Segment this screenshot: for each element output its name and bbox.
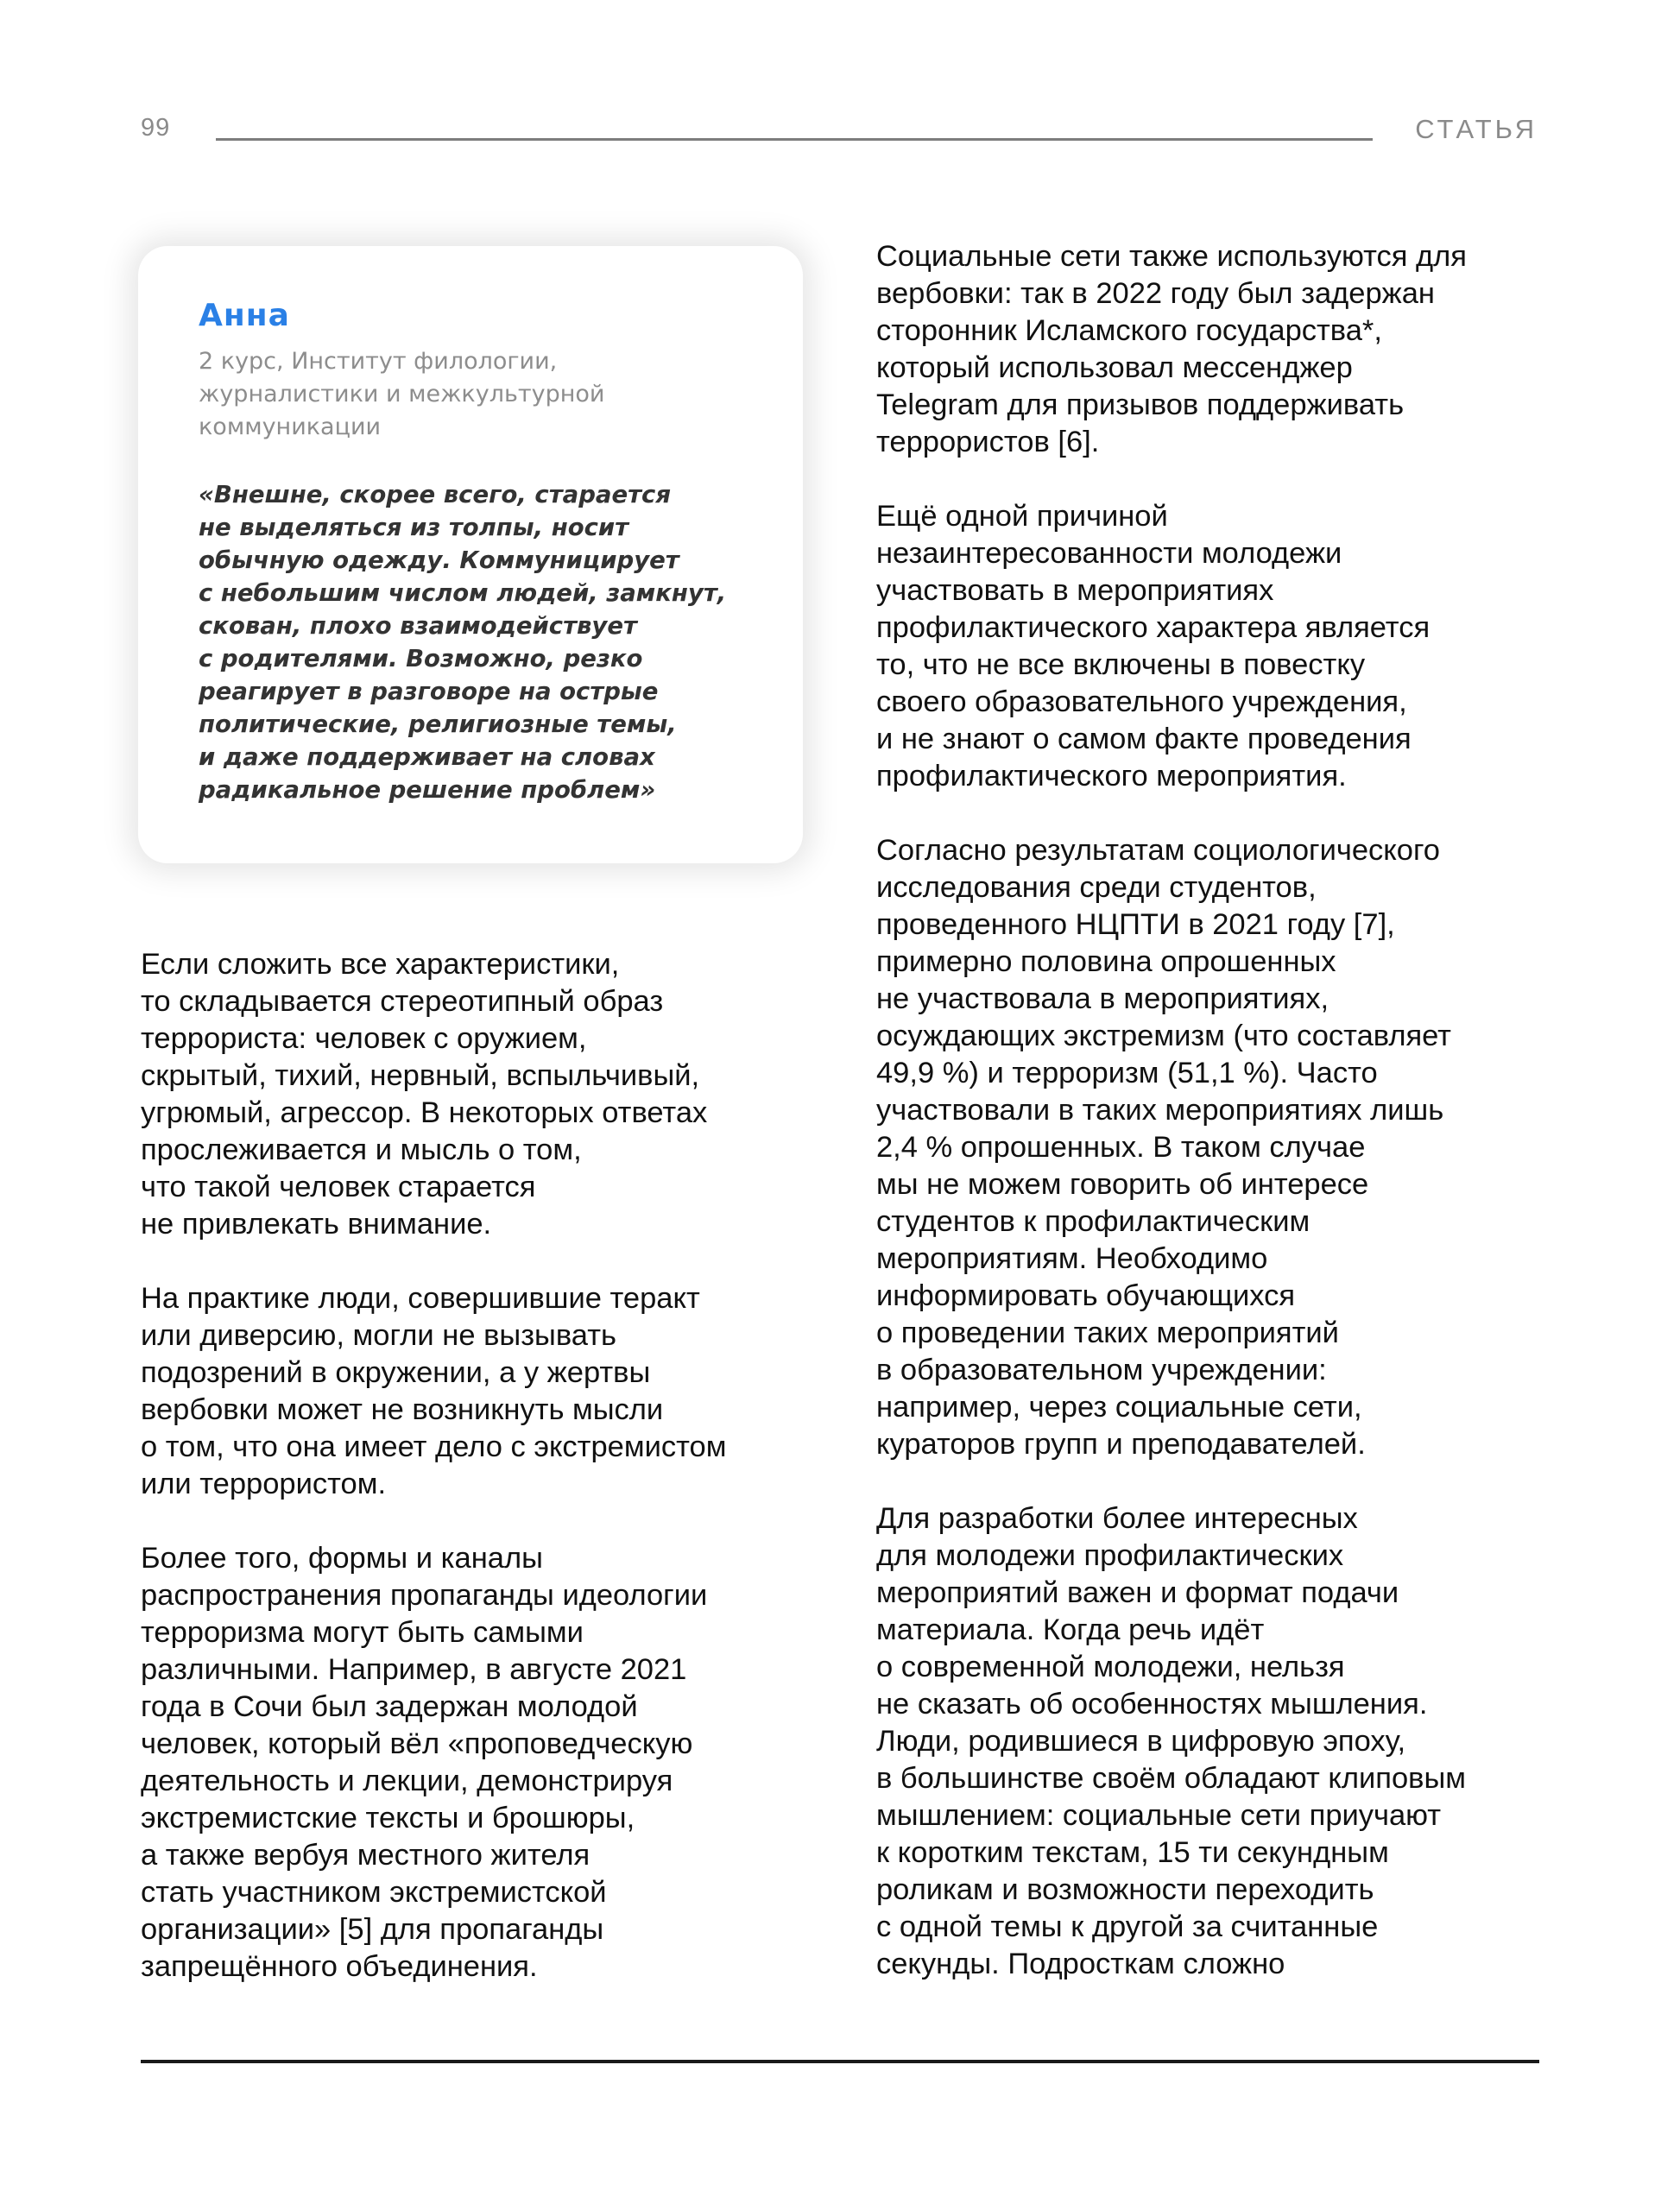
paragraph: Согласно результатам социологического исследования среди студентов, проведенного НЦПТИ в 2021 году [7], примерно половина опрошенных не участвовала в мероприятиях, осуждающих экстремизм (что составляет 49,9 %) и терроризм (51,1 %). Часто участвовали в таких мероприятиях лишь 2,4 % опрошенных. В таком случае мы не можем говорить об интересе студентов к профилактическим мероприятиям. Необходимо информировать обучающихся о проведении таких мероприятий в образовательном учреждении: например, через социальные сети, кураторов групп и преподавателей. (876, 834, 1451, 1461)
quote-author-role: 2 курс, Институт филологии, журналистики и межкультурной коммуникации (199, 348, 605, 440)
section-label: СТАТЬЯ (1415, 114, 1538, 144)
paragraph: Если сложить все характеристики, то складывается стереотипный образ террориста: человек с оружием, скрытый, тихий, нервный, вспыльчивый, угрюмый, агрессор. В некоторых ответах прослеживается и мысль о том, что такой человек старается не привлекать внимание. (141, 948, 708, 1241)
paragraph: На практике люди, совершившие теракт или диверсию, могли не вызывать подозрений в окружении, а у жертвы вербовки может не возникнуть мысли о том, что она имеет дело с экстремистом или террористом. (141, 1282, 727, 1500)
paragraph: Социальные сети также используются для вербовки: так в 2022 году был задержан сторонник Исламского государства*, который использовал мессенджер Telegram для призывов поддерживать террористов [6]. (876, 240, 1467, 458)
left-column (141, 946, 814, 2023)
footer-rule (141, 2060, 1539, 2063)
paragraph: Ещё одной причиной незаинтересованности молодежи участвовать в мероприятиях профилактического характера является то, что не все включены в повестку своего образовательного учреждения, и не знают о самом факте проведения профилактического мероприятия. (876, 500, 1431, 792)
page-number: 99 (141, 114, 171, 142)
quote-card (138, 246, 803, 863)
right-column (876, 238, 1550, 2020)
paragraph: Для разработки более интересных для молодежи профилактических мероприятий важен и формат подачи материала. Когда речь идёт о современной молодежи, нельзя не сказать об особенностях мышления. Люди, родившиеся в цифровую эпоху, в большинстве своём обладают клиповым мышлением: социальные сети приучают к коротким текстам, 15 ти секундным роликам и возможности переходить с одной темы к другой за считанные секунды. Подросткам сложно (876, 1502, 1466, 1980)
quote-author-name: Анна (199, 298, 290, 333)
header-rule (216, 138, 1373, 141)
quote-text: «Внешне, скорее всего, старается не выделяться из толпы, носит обычную одежду. Коммуницирует с небольшим числом людей, замкнут, скован, плохо взаимодействует с родителями. Возможно, резко реагирует в разговоре на острые политические, религиозные темы, и даже поддерживает на словах радикальное решение проблем» (199, 481, 727, 804)
paragraph: Более того, формы и каналы распространения пропаганды идеологии терроризма могут быть самыми различными. Например, в августе 2021 года в Сочи был задержан молодой человек, который вёл «проповедческую деятельность и лекции, демонстрируя экстремистские тексты и брошюры, а также вербуя местного жителя стать участником экстремистской организации» [5] для пропаганды запрещённого объединения. (141, 1542, 708, 1983)
